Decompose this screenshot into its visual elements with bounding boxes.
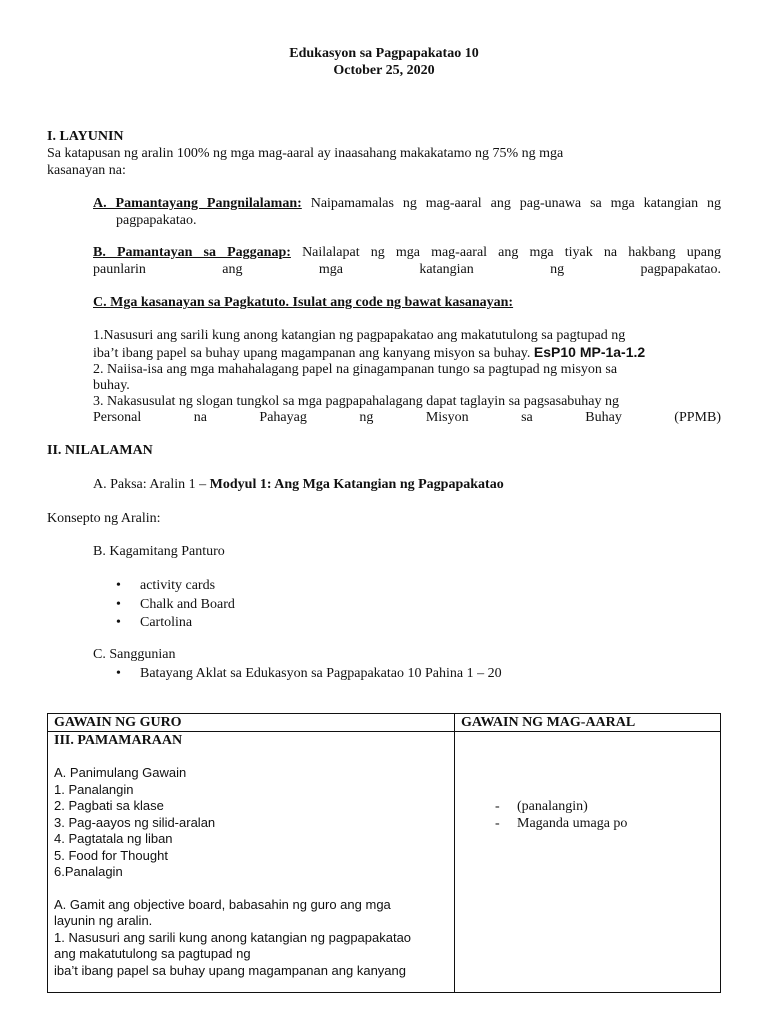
objective-b-line2: paunlarin ang mga katangian ng pagpapakatao. bbox=[93, 262, 721, 277]
layunin-intro-line1: Sa katapusan ng aralin 100% ng mga mag-aaral ay inaasahang makakatamo ng 75% ng mga bbox=[47, 146, 564, 161]
teacher-column-header: GAWAIN NG GURO bbox=[48, 714, 455, 732]
objective-a-text: Naipamamalas ng mag-aaral ang pag-unawa sa mga katangian ng bbox=[310, 196, 721, 211]
objective-b-line1 bbox=[93, 244, 721, 261]
student-response: - Maganda umaga po bbox=[517, 815, 714, 832]
step-item: 1. Panalangin bbox=[54, 781, 134, 797]
objective-b-label: B. Pamantayan sa Pagganap: bbox=[93, 245, 291, 260]
material-item: • Chalk and Board bbox=[140, 596, 235, 613]
step-item: 3. Pag-aayos ng silid-aralan bbox=[54, 814, 216, 830]
step-item: 2. Pagbati sa klase bbox=[54, 798, 164, 813]
objective-board-line2: layunin ng aralin. bbox=[54, 913, 153, 928]
student-response: - (panalangin) bbox=[517, 798, 714, 815]
competency-3-line1: 3. Nakasusulat ng slogan tungkol sa mga pagpapahalagang dapat taglayin sa pagsasabuhay ng bbox=[93, 394, 620, 409]
sanggunian-heading: C. Sanggunian bbox=[93, 647, 176, 662]
table-row bbox=[48, 732, 721, 993]
objective-a-line1 bbox=[93, 195, 721, 212]
student-column-header: GAWAIN NG MAG-AARAL bbox=[455, 714, 721, 732]
pamamaraan-heading: III. PAMAMARAAN bbox=[54, 733, 183, 748]
paksa-line: A. Paksa: Aralin 1 – Modyul 1: Ang Mga Katangian ng Pagpapakatao bbox=[93, 477, 504, 492]
objective-item-line2: ang makatutulong sa pagtupad ng bbox=[54, 946, 251, 961]
competency-2-line1: 2. Naiisa-isa ang mga mahahalagang papel na ginagampanan tungo sa pagtupad ng misyon sa bbox=[93, 362, 618, 377]
kagamitan-heading: B. Kagamitang Panturo bbox=[93, 544, 225, 559]
panimulang-gawain-heading: A. Panimulang Gawain bbox=[54, 765, 187, 780]
step-item: 5. Food for Thought bbox=[54, 847, 168, 863]
paksa-title: Modyul 1: Ang Mga Katangian ng Pagpapakatao bbox=[209, 477, 504, 492]
objective-a-line2: pagpapakatao. bbox=[116, 213, 197, 228]
material-item: • Cartolina bbox=[140, 614, 192, 631]
reference-item: • Batayang Aklat sa Edukasyon sa Pagpapakatao 10 Pahina 1 – 20 bbox=[140, 665, 502, 682]
section-heading-nilalaman: II. NILALAMAN bbox=[47, 443, 153, 458]
section-heading-layunin: I. LAYUNIN bbox=[47, 129, 124, 144]
competency-2-line2: buhay. bbox=[93, 378, 130, 393]
lesson-plan-table bbox=[47, 713, 721, 993]
objective-item-line3: iba’t ibang papel sa buhay upang magampanan ang kanyang bbox=[54, 962, 406, 978]
competency-code: EsP10 MP-1a-1.2 bbox=[533, 344, 646, 360]
student-activities-cell bbox=[455, 732, 721, 993]
objective-item-line1: 1. Nasusuri ang sarili kung anong katangian ng pagpapakatao bbox=[54, 929, 412, 945]
objective-a-label: A. Pamantayang Pangnilalaman: bbox=[93, 196, 302, 211]
document-title: Edukasyon sa Pagpapakatao 10 bbox=[289, 46, 479, 61]
competency-3-line2: Personal na Pahayag ng Misyon sa Buhay (PPMB) bbox=[93, 410, 721, 425]
objective-c-heading: C. Mga kasanayan sa Pagkatuto. Isulat ang code ng bawat kasanayan: bbox=[93, 295, 514, 310]
konsepto-label: Konsepto ng Aralin: bbox=[47, 511, 161, 526]
step-item: 6.Panalagin bbox=[54, 864, 123, 879]
layunin-intro-line2: kasanayan na: bbox=[47, 163, 126, 178]
step-item: 4. Pagtatala ng liban bbox=[54, 831, 173, 846]
material-item: • activity cards bbox=[140, 577, 215, 594]
competency-1-line1: 1.Nasusuri ang sarili kung anong katangian ng pagpapakatao ang makatutulong sa pagtupad ng bbox=[93, 328, 626, 343]
objective-b-text: Nailalapat ng mga mag-aaral ang mga tiyak na hakbang upang bbox=[302, 245, 721, 260]
objective-board-line1: A. Gamit ang objective board, babasahin ng guro ang mga bbox=[54, 896, 391, 912]
teacher-activities-cell bbox=[48, 732, 455, 993]
table-header-row bbox=[48, 714, 721, 732]
competency-1-line2: iba’t ibang papel sa buhay upang magampanan ang kanyang misyon sa buhay. EsP10 MP-1a-1.2 bbox=[93, 344, 646, 361]
document-date: October 25, 2020 bbox=[333, 63, 435, 78]
